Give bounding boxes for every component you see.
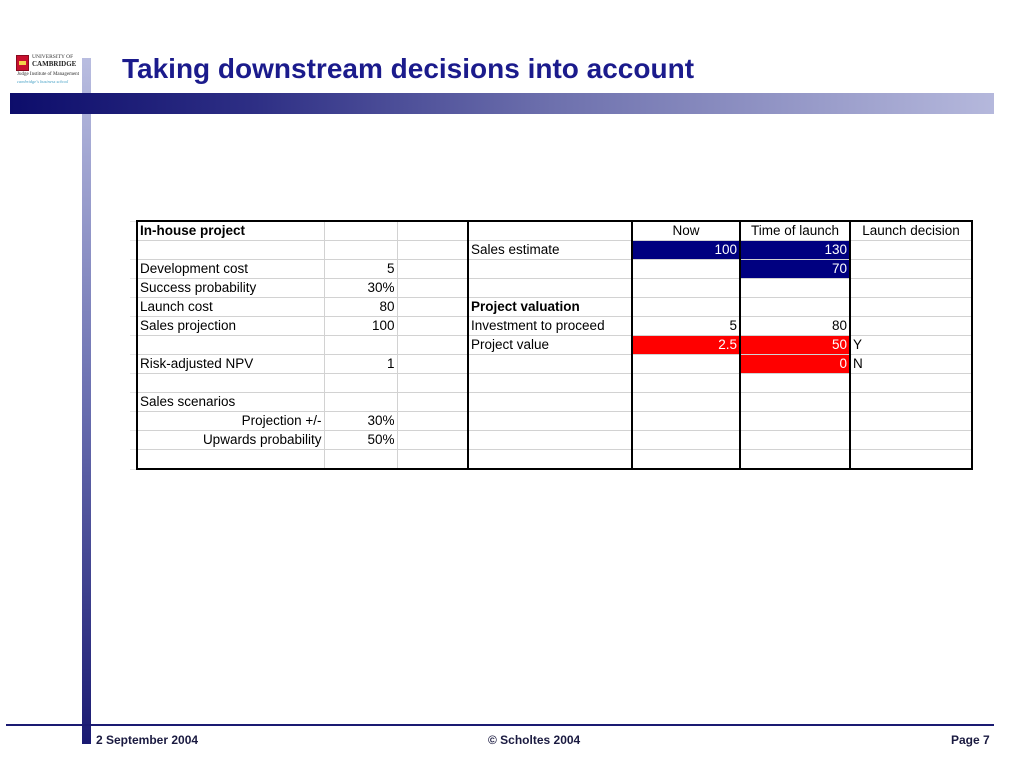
cell[interactable] — [324, 336, 397, 355]
cell[interactable] — [468, 221, 632, 241]
cell[interactable]: Sales projection — [137, 317, 324, 336]
cell[interactable]: Now — [632, 221, 740, 241]
cell[interactable] — [632, 279, 740, 298]
cell[interactable]: Sales scenarios — [137, 393, 324, 412]
cell[interactable] — [324, 393, 397, 412]
cell[interactable] — [850, 279, 972, 298]
cell[interactable]: 50 — [740, 336, 850, 355]
cell[interactable]: 130 — [740, 241, 850, 260]
cell[interactable]: 100 — [632, 241, 740, 260]
cell[interactable] — [397, 431, 468, 450]
cell[interactable] — [740, 412, 850, 431]
cell[interactable] — [468, 450, 632, 470]
cell[interactable]: 5 — [632, 317, 740, 336]
table-row — [130, 355, 972, 374]
cell[interactable] — [850, 450, 972, 470]
cell[interactable]: N — [850, 355, 972, 374]
cell[interactable]: 100 — [324, 317, 397, 336]
cell[interactable] — [850, 298, 972, 317]
cell[interactable]: Launch cost — [137, 298, 324, 317]
cell[interactable] — [632, 393, 740, 412]
cell[interactable] — [468, 431, 632, 450]
cell[interactable] — [850, 412, 972, 431]
footer-date: 2 September 2004 — [96, 733, 199, 747]
logo-line-3: Judge Institute of Management — [17, 72, 80, 77]
table-row — [130, 450, 972, 470]
cell[interactable] — [137, 450, 324, 470]
cell[interactable] — [632, 355, 740, 374]
cell[interactable]: 30% — [324, 412, 397, 431]
cell[interactable] — [397, 374, 468, 393]
crest-icon — [16, 55, 29, 71]
footer-copyright: © Scholtes 2004 — [488, 733, 581, 747]
table-row — [130, 374, 972, 393]
cell[interactable] — [324, 450, 397, 470]
cell[interactable] — [740, 279, 850, 298]
cell[interactable] — [397, 317, 468, 336]
cell[interactable] — [397, 221, 468, 241]
cell[interactable]: 80 — [740, 317, 850, 336]
cell[interactable] — [324, 374, 397, 393]
cell[interactable] — [397, 393, 468, 412]
logo-line-2: CAMBRIDGE — [32, 60, 77, 68]
cell[interactable]: 50% — [324, 431, 397, 450]
footer-page-number: Page 7 — [951, 733, 990, 747]
cell[interactable]: Projection +/- — [137, 412, 324, 431]
cell[interactable] — [397, 279, 468, 298]
table-row — [130, 298, 972, 317]
table-row — [130, 241, 972, 260]
cell[interactable]: Y — [850, 336, 972, 355]
cell[interactable] — [397, 298, 468, 317]
cell[interactable] — [740, 298, 850, 317]
cell[interactable]: 1 — [324, 355, 397, 374]
cell[interactable]: Success probability — [137, 279, 324, 298]
cell[interactable] — [740, 374, 850, 393]
table-row — [130, 221, 972, 241]
table-row — [130, 412, 972, 431]
table-row — [130, 279, 972, 298]
cell[interactable] — [397, 450, 468, 470]
cell[interactable]: Time of launch — [740, 221, 850, 241]
valuation-spreadsheet — [130, 220, 973, 470]
header-gradient-bar — [10, 93, 994, 114]
cell[interactable]: 0 — [740, 355, 850, 374]
cell[interactable] — [468, 393, 632, 412]
cell[interactable] — [850, 393, 972, 412]
slide-title: Taking downstream decisions into account — [122, 53, 695, 84]
cell[interactable] — [468, 260, 632, 279]
cell[interactable] — [740, 450, 850, 470]
cell[interactable] — [324, 221, 397, 241]
table-row — [130, 317, 972, 336]
table-row — [130, 336, 972, 355]
cell[interactable] — [850, 260, 972, 279]
cell[interactable]: Project valuation — [468, 298, 632, 317]
cell[interactable] — [397, 336, 468, 355]
cell[interactable] — [468, 355, 632, 374]
table-row — [130, 260, 972, 279]
footer-divider — [6, 724, 994, 726]
cell[interactable] — [632, 450, 740, 470]
table-row — [130, 393, 972, 412]
table-row — [130, 431, 972, 450]
cell[interactable] — [137, 374, 324, 393]
cell[interactable] — [137, 241, 324, 260]
logo-line-4: cambridge's business school — [17, 79, 69, 84]
cell[interactable] — [324, 241, 397, 260]
cell[interactable]: Development cost — [137, 260, 324, 279]
cell[interactable] — [850, 431, 972, 450]
cell[interactable] — [632, 298, 740, 317]
cell[interactable] — [850, 374, 972, 393]
cell[interactable] — [740, 431, 850, 450]
cell[interactable] — [137, 336, 324, 355]
cell[interactable]: In-house project — [137, 221, 324, 241]
cell[interactable] — [850, 317, 972, 336]
cell[interactable] — [632, 412, 740, 431]
cell[interactable]: Sales estimate — [468, 241, 632, 260]
cell[interactable]: Launch decision — [850, 221, 972, 241]
cell[interactable] — [632, 431, 740, 450]
cell[interactable] — [632, 374, 740, 393]
cell[interactable] — [850, 241, 972, 260]
logo-line-1: UNIVERSITY OF — [32, 54, 74, 60]
cell[interactable] — [397, 260, 468, 279]
cell[interactable]: Upwards probability — [137, 431, 324, 450]
cell[interactable]: 80 — [324, 298, 397, 317]
cell[interactable] — [632, 260, 740, 279]
cell[interactable]: 5 — [324, 260, 397, 279]
cell[interactable] — [468, 279, 632, 298]
cell[interactable]: 2.5 — [632, 336, 740, 355]
cell[interactable]: Project value — [468, 336, 632, 355]
cell[interactable] — [740, 393, 850, 412]
cell[interactable] — [397, 355, 468, 374]
cell[interactable]: Investment to proceed — [468, 317, 632, 336]
vertical-accent-bar — [82, 58, 91, 744]
cell[interactable]: 70 — [740, 260, 850, 279]
cell[interactable] — [468, 374, 632, 393]
cell[interactable] — [468, 412, 632, 431]
cell[interactable] — [397, 241, 468, 260]
university-logo — [14, 52, 80, 88]
cell[interactable] — [397, 412, 468, 431]
cell[interactable]: Risk-adjusted NPV — [137, 355, 324, 374]
cell[interactable]: 30% — [324, 279, 397, 298]
